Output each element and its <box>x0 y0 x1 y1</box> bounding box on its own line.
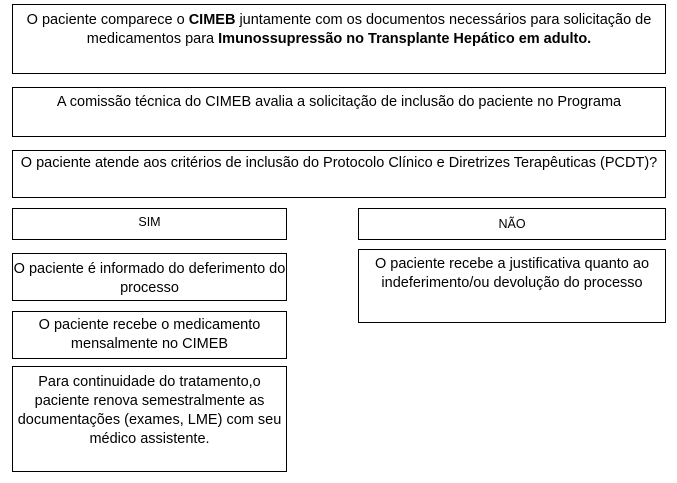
step-patient-attends-text: O paciente comparece o <box>26 12 189 28</box>
decision-criteria-box <box>12 150 666 198</box>
yes-step-continuity-text: Para continuidade do tratamento,o paciente renova semestralmente as documentações (exames, LME) com seu médico assistente. <box>17 374 282 447</box>
step-patient-attends-box <box>12 4 666 74</box>
yes-step-receives-medication-text: O paciente recebe o medicamento mensalmente no CIMEB <box>38 317 261 352</box>
step-commission-evaluates-box <box>12 87 666 137</box>
step-commission-evaluates-text: A comissão técnica do CIMEB avalia a solicitação de inclusão do paciente no Programa <box>56 94 622 110</box>
branch-no-label: NÃO <box>498 217 526 231</box>
branch-no-box <box>358 208 666 240</box>
yes-step-informed-text: O paciente é informado do deferimento do processo <box>13 261 286 296</box>
program-name-bold-text: Imunossupressão no Transplante Hepático em adulto. <box>218 31 592 47</box>
step-patient-attends-text-cont: juntamente com os documentos necessários para solicitação de medicamentos para <box>86 12 652 47</box>
yes-step-continuity-box <box>12 366 287 472</box>
branch-yes-label: SIM <box>138 215 161 229</box>
no-step-justification-box <box>358 249 666 323</box>
decision-criteria-text: O paciente atende aos critérios de inclusão do Protocolo Clínico e Diretrizes Terapêuticas (PCDT)? <box>20 155 658 171</box>
yes-step-informed-box <box>12 253 287 301</box>
no-step-justification-text: O paciente recebe a justificativa quanto ao indeferimento/ou devolução do processo <box>374 256 650 291</box>
cimeb-bold-text: CIMEB <box>188 12 236 28</box>
branch-yes-box <box>12 208 287 240</box>
yes-step-receives-medication-box <box>12 311 287 359</box>
